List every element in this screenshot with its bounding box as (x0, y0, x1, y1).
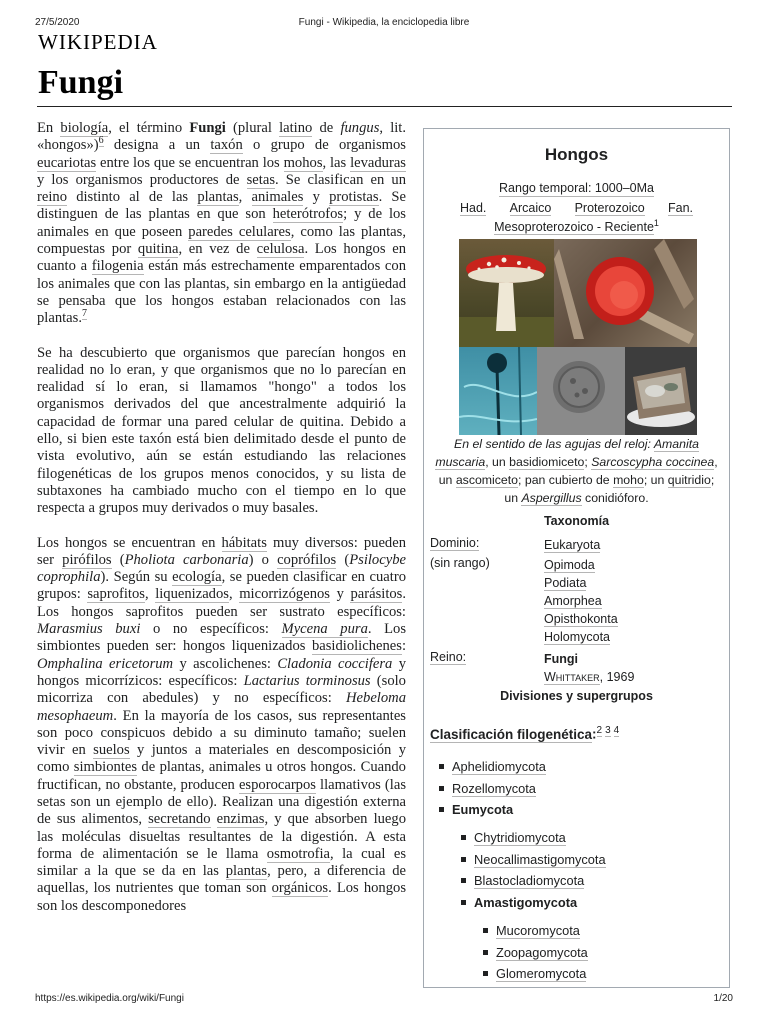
text: distinto al de las (67, 189, 198, 206)
phylo-colon: : (592, 726, 597, 742)
ref-3[interactable]: 3 (605, 725, 611, 736)
link-chytridiomycota[interactable]: Chytridiomycota (474, 830, 566, 845)
label-amastigomycota: Amastigomycota (474, 895, 578, 910)
sarcoscypha-illustration (554, 239, 697, 347)
page-title: Fungi (38, 64, 124, 101)
link-liquenizados[interactable]: liquenizados (155, 586, 229, 603)
link-holomycota[interactable]: Holomycota (544, 630, 610, 644)
link-basidiomiceto[interactable]: basidiomiceto (509, 455, 585, 469)
aspergillus-illustration (459, 347, 537, 435)
link-celulosa[interactable]: celulosa (256, 241, 305, 258)
text: o no específicos: (140, 621, 282, 638)
text: ) o (248, 551, 278, 568)
link-aphelidiomycota[interactable]: Aphelidiomycota (452, 759, 546, 774)
tax-key (430, 556, 490, 570)
text: ( (111, 551, 125, 568)
print-header (35, 17, 733, 31)
tree-item-amastigomycota (474, 895, 577, 910)
link-reino[interactable]: reino (37, 189, 67, 206)
text: , pero, a diferencia de aquellas, los nutrientes que toman son (37, 863, 407, 897)
link-enzimas[interactable]: enzimas (216, 811, 265, 828)
label-eumycota: Eumycota (452, 802, 514, 817)
text: y (303, 189, 330, 206)
ref-1[interactable]: 1 (653, 218, 659, 228)
link-basidiolichenes[interactable]: basidiolichenes (311, 638, 402, 655)
bullet-icon (461, 900, 466, 905)
ref-4[interactable]: 4 (613, 725, 620, 736)
link-sarcoscypha-coccinea[interactable]: Sarcoscypha coccinea (591, 455, 715, 469)
unranked-label: (sin rango) (430, 556, 490, 570)
link-latino[interactable]: latino (279, 120, 313, 136)
print-page-number: 1/20 (713, 993, 733, 1004)
text: . Los hongos son los descomponedores (37, 880, 406, 914)
link-paredes-celulares[interactable]: paredes celulares (188, 223, 291, 240)
tax-val (544, 536, 600, 554)
aspergillus-conidiophore-photo (459, 347, 537, 435)
link-heterotrofos[interactable]: heterótrofos (272, 206, 344, 223)
tree-item-blastocladiomycota (474, 873, 584, 888)
text: . Se clasifican en un (275, 171, 406, 188)
era-labels (460, 201, 693, 216)
link-micorrizogenos[interactable]: micorrizógenos (239, 586, 330, 603)
text: . Los simbiontes pueden ser: hongos liquenizados (37, 621, 406, 655)
bullet-icon (483, 971, 488, 976)
species-name: Lactarius torminosus (243, 672, 371, 689)
text: y juntos a materiales en descomposición y como (37, 742, 406, 776)
temporal-range (424, 181, 729, 195)
species-name: Hebeloma mesophaeum (37, 690, 406, 724)
text: Los hongos se encuentran en (37, 534, 222, 551)
text: y los organismos productores de (37, 171, 247, 188)
text: y ascolichenes: (173, 655, 278, 672)
caption-text: En el sentido de las agujas del reloj: (454, 437, 654, 451)
link-mucoromycota[interactable]: Mucoromycota (496, 923, 580, 938)
paragraph-habitat (37, 535, 406, 916)
caption-text: , un (438, 455, 718, 487)
link-simbiontes[interactable]: simbiontes (73, 759, 138, 776)
bread-illustration (625, 347, 697, 435)
text: , y que absorben luego las moléculas disueltas resultantes de la digestión. A esta forma de alimentación se le llama (37, 811, 406, 862)
text: muy diversos: pueden ser (37, 534, 406, 568)
link-ecologia[interactable]: ecología (172, 569, 222, 586)
divisions-heading: Divisiones y supergrupos (500, 689, 653, 703)
text: , el término (108, 120, 190, 136)
text: , (238, 189, 252, 206)
title-divider (37, 106, 732, 107)
text: llamativos (las setas son un ejemplo de ello). Realizan una digestión externa de sus alimentos, (37, 776, 406, 828)
ref-6[interactable]: 6 (98, 135, 104, 147)
link-blastocladiomycota[interactable]: Blastocladiomycota (474, 873, 585, 888)
mouldy-bread-photo (625, 347, 697, 435)
ref-2[interactable]: 2 (596, 725, 603, 736)
caption-text: ; un (643, 473, 668, 487)
era-proterozoico[interactable]: Proterozoico (574, 201, 645, 215)
link-osmotrofia[interactable]: osmotrofia (266, 845, 331, 862)
link-taxon[interactable]: taxón (210, 137, 243, 154)
tax-key (430, 650, 466, 664)
taxobox-title: Hongos (544, 145, 609, 164)
bullet-icon (483, 950, 488, 955)
text (211, 811, 217, 827)
link-aspergillus[interactable]: Aspergillus (521, 491, 582, 505)
print-footer (35, 993, 733, 1007)
tax-key (430, 536, 479, 550)
taxonomy-heading: Taxonomía (543, 514, 610, 528)
caption-text: , un (485, 455, 510, 469)
text: (plural (225, 120, 280, 136)
term-fungus: fungus (340, 120, 380, 136)
taxobox (423, 128, 730, 988)
text: (solo micorriza con abedules) y no específicos: (37, 672, 406, 707)
link-eucariotas[interactable]: eucariotas (37, 154, 97, 171)
link-parasitos[interactable]: parásitos (350, 586, 403, 603)
wordmark-text: WIKIPEDIA (38, 30, 158, 54)
text: y (329, 586, 351, 603)
tree-item-aphelidiomycota (452, 759, 546, 774)
caption-text: conidióforo. (581, 491, 649, 505)
link-podiata[interactable]: Podiata (544, 576, 587, 590)
link-plantas[interactable]: plantas (197, 189, 239, 206)
text: y hongos micorrízicos: específicos: (37, 655, 406, 689)
text: , (228, 586, 240, 603)
link-mohos[interactable]: mohos (283, 154, 323, 171)
link-moho[interactable]: moho (613, 473, 644, 487)
caption-text: ; un (504, 473, 715, 505)
link-filogenia[interactable]: filogenia (91, 258, 144, 275)
tree-item-mucoromycota (496, 923, 580, 938)
bullet-icon (439, 807, 444, 812)
link-amorphea[interactable]: Amorphea (544, 594, 602, 608)
text: de plantas, animales u otros hongos. Cuando fructifican, no obstante, producen (37, 759, 406, 793)
link-animales[interactable]: animales (251, 189, 304, 206)
text: de (312, 120, 341, 136)
link-coprofilos[interactable]: coprófilos (277, 551, 337, 568)
caption-text: ; (584, 455, 592, 469)
link-protistas[interactable]: protistas (329, 189, 379, 206)
text: , en vez de (178, 241, 257, 258)
era-fanerozoico[interactable]: Fan. (667, 201, 693, 215)
link-glomeromycota[interactable]: Glomeromycota (496, 966, 587, 981)
link-dominio[interactable]: Dominio: (430, 536, 480, 550)
range-period (424, 218, 729, 234)
bullet-icon (461, 878, 466, 883)
text: , la cual es similar a la que se da en las (37, 845, 406, 880)
text: ( (336, 551, 350, 568)
text: designa a un (103, 137, 211, 154)
link-plantas-2[interactable]: plantas (225, 863, 268, 880)
species-name: Psilocybe coprophila (37, 551, 406, 586)
bullet-icon (461, 835, 466, 840)
sarcoscypha-coccinea-photo (554, 239, 697, 347)
link-whittaker[interactable]: Whittaker (544, 670, 600, 684)
species-name: Pholiota carbonaria (124, 551, 249, 568)
paragraph-intro (37, 120, 406, 328)
text: están más estrechamente emparentados con los animales que con las plantas, sin embargo en la antigüedad se pensaba que los hongos estaban relacionados con las plantas. (37, 258, 406, 327)
link-quitridio[interactable]: quitridio (667, 473, 711, 487)
print-date: 27/5/2020 (35, 17, 80, 28)
text: . En la mayoría de los casos, sus representantes son poco conspicuos debido a su diminuto tamaño; suelen vivir en (37, 707, 406, 759)
link-zoopagomycota[interactable]: Zoopagomycota (496, 945, 588, 960)
wikipedia-wordmark[interactable] (38, 30, 158, 55)
link-organicos[interactable]: orgánicos (271, 880, 329, 897)
text: . Se distinguen de las plantas en que son (37, 189, 407, 223)
link-neocallimastigomycota[interactable]: Neocallimastigomycota (474, 852, 606, 867)
tree-item-rozellomycota (452, 781, 536, 796)
link-setas[interactable]: setas (246, 171, 275, 188)
link-biologia[interactable]: biología (60, 120, 109, 136)
phylo-title: Clasificación filogenética (430, 726, 593, 742)
link-rango-temporal[interactable]: Rango temporal: 1000–0Ma (499, 181, 654, 195)
link-ascomiceto[interactable]: ascomiceto (455, 473, 519, 487)
bullet-icon (439, 786, 444, 791)
text: . Los hongos saprofitos pueden ser sustrato específicos: (37, 586, 407, 620)
ref-7[interactable]: 7 (82, 308, 87, 320)
text: entre los que se encuentran los (96, 154, 284, 171)
link-reino[interactable]: Reino: (430, 650, 467, 664)
text: , (144, 586, 156, 603)
text: ). Según su (100, 569, 173, 586)
tree-item-neocallimastigomycota (474, 852, 606, 867)
chytrid-illustration (537, 347, 625, 435)
tax-val (544, 650, 634, 686)
species-name: Cladonia coccifera (277, 655, 393, 672)
tree-item-glomeromycota (496, 966, 586, 981)
kingdom-value: Fungi (544, 652, 579, 666)
collage-caption (434, 435, 719, 507)
link-amanita-muscaria[interactable]: Amanita muscaria (435, 437, 699, 469)
link-range[interactable]: Mesoproterozoico - Reciente (494, 220, 654, 235)
text: , como las plantas, compuestas por (37, 223, 406, 258)
caption-text: ; pan cubierto de (518, 473, 614, 487)
text: , las (322, 154, 351, 171)
link-quitina[interactable]: quitina (137, 241, 179, 258)
link-opimoda[interactable]: Opimoda (544, 558, 595, 572)
link-habitats[interactable]: hábitats (221, 534, 267, 551)
paragraph-discovery: Se ha descubierto que organismos que parecían hongos en realidad no lo eran, y que organismos que no lo parecían en realidad sí lo eran, si llamamos "hongo" a todos los organismos derivados del que ancestralmente adquirió la capacidad de formar una pared celular de quitina. Debido a ello, si bien este taxón está bien delimitado desde el punto de vista evolutivo, aún se están estudiando las relaciones filogenéticas de los grupos menos conocidos, y su lista de subtaxones ha cambiado mucho con el tiempo en lo que respecta a grupos muy derivados o muy basales. (37, 344, 406, 517)
phylo-refs (597, 725, 623, 736)
term-fungi: Fungi (189, 120, 226, 136)
era-hadeico[interactable]: Had. (460, 201, 487, 215)
tree-item-zoopagomycota (496, 945, 588, 960)
link-suelos[interactable]: suelos (93, 742, 130, 759)
text: . Los hongos en cuanto a (37, 241, 406, 275)
text: , se pueden clasificar en cuatro grupos: (37, 569, 406, 603)
text: En (37, 120, 61, 136)
link-secretando[interactable]: secretando (148, 811, 211, 828)
link-eukaryota[interactable]: Eukaryota (544, 538, 601, 552)
text: ; y de los animales en que poseen (37, 206, 406, 240)
authority-year: , 1969 (599, 670, 635, 684)
article-body (37, 120, 406, 915)
bullet-icon (483, 928, 488, 933)
link-pirofilos[interactable]: pirófilos (62, 551, 112, 568)
link-opisthokonta[interactable]: Opisthokonta (544, 612, 618, 626)
amanita-illustration (459, 239, 554, 347)
bullet-icon (461, 857, 466, 862)
amanita-muscaria-photo (459, 239, 554, 347)
text: : (401, 638, 406, 655)
species-name: Marasmius buxi (37, 621, 141, 638)
chytrid-photo (537, 347, 625, 435)
tax-val (544, 556, 618, 646)
tree-item-chytridiomycota (474, 830, 566, 845)
phylogenetic-heading (430, 725, 622, 742)
link-rozellomycota[interactable]: Rozellomycota (452, 781, 536, 796)
species-name: Omphalina ericetorum (37, 655, 174, 672)
link-esporocarpos[interactable]: esporocarpos (238, 776, 316, 793)
era-arcaico[interactable]: Arcaico (509, 201, 552, 215)
link-mycena-pura[interactable]: Mycena pura (281, 621, 368, 638)
print-url: https://es.wikipedia.org/wiki/Fungi (35, 993, 184, 1004)
text: , lit. «hongos») (37, 120, 407, 154)
fungi-collage[interactable] (459, 239, 697, 435)
link-levaduras[interactable]: levaduras (350, 154, 406, 171)
print-title: Fungi - Wikipedia, la enciclopedia libre (298, 17, 470, 28)
bullet-icon (439, 764, 444, 769)
text: o grupo de organismos (242, 137, 406, 154)
tree-item-eumycota (452, 802, 513, 817)
link-saprofitos[interactable]: saprofitos (87, 586, 145, 603)
